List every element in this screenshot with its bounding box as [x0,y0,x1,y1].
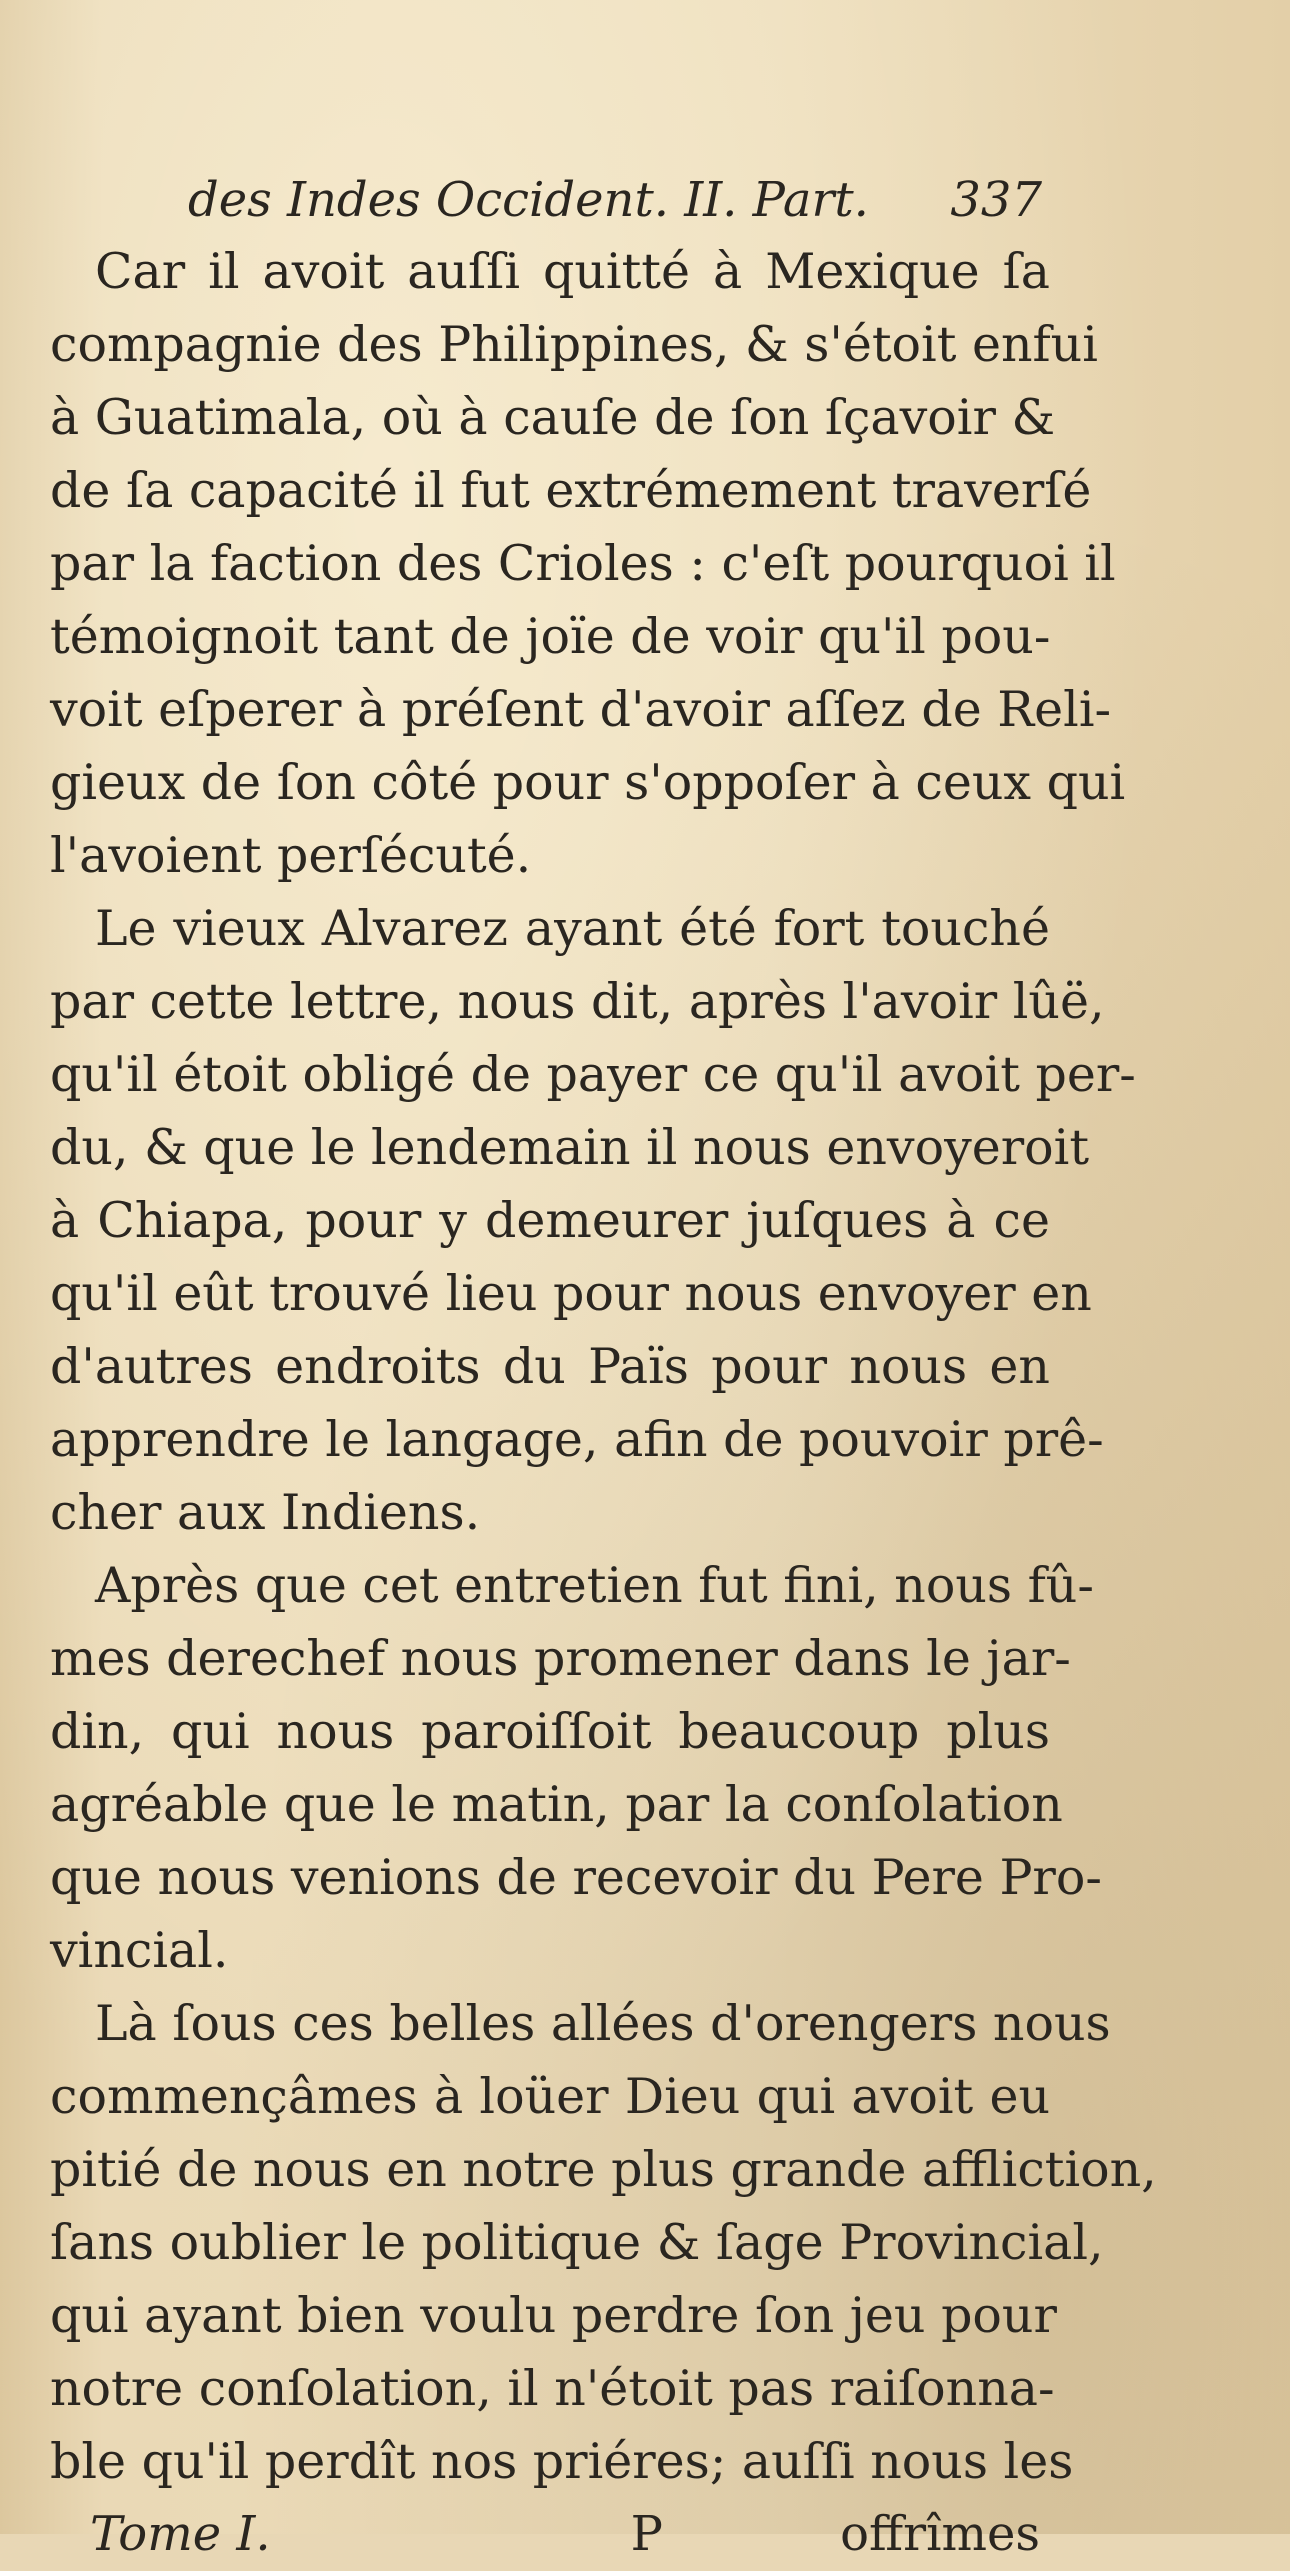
text-line: din, qui nous paroiſſoit beaucoup plus [50,1703,1050,1760]
text-line: gieux de ſon côté pour s'oppoſer à ceux qui [50,754,1126,811]
text-line: à Chiapa, pour y demeurer juſques à ce [50,1192,1050,1249]
text-line: agréable que le matin, par la conſolation [50,1776,1063,1833]
text-line: Après que cet entretien fut fini, nous fû- [95,1557,1094,1614]
paragraph-3 [50,1549,1102,1987]
text-line: par cette lettre, nous dit, après l'avoir lûë, [50,973,1105,1030]
text-line: pitié de nous en notre plus grande affliction, [50,2141,1157,2198]
running-title: des Indes Occident. II. Part. [188,172,869,228]
text-line: cher aux Indiens. [50,1484,481,1541]
text-line: commençâmes à loüer Dieu qui avoit eu [50,2068,1050,2125]
text-line: mes derechef nous promener dans le jar- [50,1630,1071,1687]
signature-mark: P [630,2506,663,2562]
text-line: témoignoit tant de joïe de voir qu'il pou- [50,608,1051,665]
text-line: voit eſperer à préſent d'avoir aſſez de Reli- [50,681,1112,738]
text-line: apprendre le langage, afin de pouvoir prê- [50,1411,1104,1468]
text-line: d'autres endroits du Païs pour nous en [50,1338,1050,1395]
text-line: Le vieux Alvarez ayant été fort touché [95,900,1050,957]
text-line: vincial. [50,1922,229,1979]
text-line: qui ayant bien voulu perdre ſon jeu pour [50,2287,1057,2344]
text-line: Là ſous ces belles allées d'orengers nous [95,1995,1111,2052]
paragraph-2 [50,892,1136,1549]
paragraph-1 [50,235,1126,892]
text-line: ble qu'il perdît nos priéres; auſſi nous les [50,2433,1074,2490]
page-number: 337 [950,172,1042,228]
page-header [50,165,1050,235]
text-line: Car il avoit auſſi quitté à Mexique ſa [95,243,1050,300]
paragraph-4 [50,1987,1157,2498]
volume-label: Tome I. [90,2506,271,2562]
text-line: à Guatimala, où à cauſe de ſon ſçavoir & [50,389,1056,446]
text-line: que nous venions de recevoir du Pere Pro- [50,1849,1102,1906]
page-text [50,165,1157,2571]
text-line: de ſa capacité il fut extrémement traverſé [50,462,1092,519]
text-line: qu'il étoit obligé de payer ce qu'il avoit per- [50,1046,1136,1103]
catchword: offrîmes [840,2506,1040,2562]
page-footer [50,2498,1050,2571]
text-line: par la faction des Crioles : c'eſt pourquoi il [50,535,1116,592]
text-line: qu'il eût trouvé lieu pour nous envoyer en [50,1265,1092,1322]
text-line: ſans oublier le politique & ſage Provincial, [50,2214,1104,2271]
text-line: compagnie des Philippines, & s'étoit enfui [50,316,1098,373]
text-line: du, & que le lendemain il nous envoyeroit [50,1119,1090,1176]
text-line: l'avoient perſécuté. [50,827,532,884]
text-line: notre conſolation, il n'étoit pas raiſonna- [50,2360,1055,2417]
